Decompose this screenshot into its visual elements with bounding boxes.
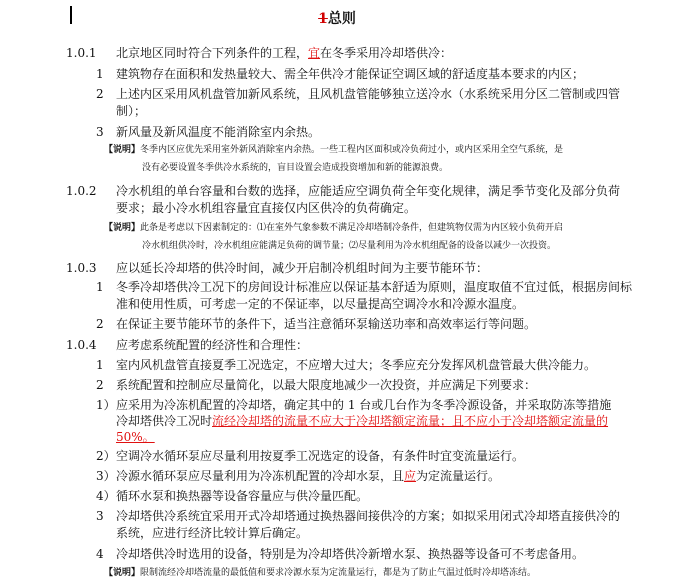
item-text: 冷却塔供冷时选用的设备，特别是为冷却塔供冷新增水泵、换热器等设备可不考虑备用。 — [116, 547, 585, 561]
explanation-note-cont: 没有必要设置冬季供冷水系统的，盲目设置会造成投资增加和新的能源浪费。 — [142, 163, 449, 173]
explanation-note-cont: 冷水机组供冷时，冷水机组应能满足负荷的调节量；⑵尽量利用为冷水机组配备的设备以减少一次投资。 — [142, 241, 557, 251]
item-text: 在保证主要节能环节的条件下，适当注意循环泵输送功率和高效率运行等问题。 — [116, 317, 537, 331]
sub-item-number: 4） — [96, 489, 116, 503]
item-text: 上述内区采用风机盘管加新风系统，且风机盘管能够独立送冷水（水系统采用分区二管制或四管 — [116, 87, 621, 101]
sub-item-text: 冷源水循环泵应尽量利用为冷冻机配置的冷却水泵，且应为定流量运行。 — [116, 469, 501, 483]
item-number: 1 — [96, 280, 104, 294]
item-text: 系统配置和控制应尽量简化，以最大限度地减少一次投资，并应满足下列要求： — [116, 378, 537, 392]
item-number: 1 — [96, 67, 104, 81]
clause-number: 1.0.1 — [66, 46, 97, 60]
clause-text: 北京地区同时符合下列条件的工程，宜在冬季采用冷却塔供冷： — [116, 46, 453, 60]
chapter-number: 1 — [318, 11, 328, 27]
item-number: 3 — [96, 125, 104, 139]
item-number: 4 — [96, 547, 104, 561]
item-number: 3 — [96, 509, 104, 523]
item-text-cont: 准和使用性质，可考虑一定的不保证率，以尽量提高空调冷水和冷源水温度。 — [116, 297, 525, 311]
item-number: 1 — [96, 358, 104, 372]
clause-text: 应以延长冷却塔的供冷时间，减少开启制冷机组时间为主要节能环节： — [116, 261, 489, 275]
clause-number: 1.0.2 — [66, 184, 97, 198]
item-number: 2 — [96, 87, 104, 101]
sub-item-text: 应采用为冷冻机配置的冷却塔，确定其中的 1 台或几台作为冬季冷源设备，并采取防冻等措施 — [116, 398, 612, 412]
item-text: 冷却塔供冷系统宜采用开式冷却塔通过换热器间接供冷的方案；如拟采用闭式冷却塔直接供冷的 — [116, 509, 621, 523]
chapter-title — [0, 8, 674, 28]
sub-item-text-cont: 冷却塔供冷工况时流经冷却塔的流量不应大于冷却塔额定流量；且不应小于冷却塔额定流量的 — [116, 414, 609, 428]
item-text: 新风量及新风温度不能消除室内余热。 — [116, 125, 321, 139]
sub-item-number: 1） — [96, 398, 116, 412]
tracked-change: 50%。 — [116, 430, 155, 444]
tracked-change: 流经冷却塔的流量不应大于冷却塔额定流量；且不应小于冷却塔额定流量的 — [212, 414, 609, 428]
explanation-note: 【说明】冬季内区应优先采用室外新风消除室内余热。一些工程内区面积或冷负荷过小，或内区采用全空气系统，是 — [104, 145, 564, 155]
item-text-cont: 制）； — [116, 104, 147, 118]
sub-item-number: 3） — [96, 469, 116, 483]
sub-item-text: 空调冷水循环泵应尽量利用按夏季工况选定的设备，有条件时宜变流量运行。 — [116, 449, 525, 463]
explanation-note: 【说明】限制流经冷却塔流量的最低值和要求冷源水泵为定流量运行，都是为了防止气温过低时冷却塔冻结。 — [104, 568, 537, 578]
item-text: 冬季冷却塔供冷工况下的房间设计标准应以保证基本舒适为原则，温度取值不宜过低，根据房间标 — [116, 280, 633, 294]
item-number: 2 — [96, 378, 104, 392]
clause-text: 应考虑系统配置的经济性和合理性： — [116, 338, 309, 352]
sub-item-number: 2） — [96, 449, 116, 463]
item-text: 室内风机盘管直接夏季工况选定，不应增大过大；冬季应充分发挥风机盘管最大供冷能力。 — [116, 358, 597, 372]
clause-text-cont: 要求；最小冷水机组容量宜直接仅内区供冷的负荷确定。 — [116, 201, 417, 215]
explanation-note: 【说明】此条是考虑以下因素制定的：⑴在室外气象参数不满足冷却塔制冷条件，但建筑物仅需为内区较小负荷开启 — [104, 223, 564, 233]
item-text-cont: 系统，应进行经济比较计算后确定。 — [116, 526, 309, 540]
tracked-change: 应 — [404, 469, 417, 483]
clause-number: 1.0.3 — [66, 261, 97, 275]
chapter-title-text: 总则 — [327, 11, 356, 27]
sub-item-text: 循环水泵和换热器等设备容量应与供冷量匹配。 — [116, 489, 369, 503]
tracked-change: 宜 — [308, 46, 321, 60]
clause-text: 冷水机组的单台容量和台数的选择，应能适应空调负荷全年变化规律，满足季节变化及部分负荷 — [116, 184, 621, 198]
sub-item-text-cont — [116, 429, 155, 445]
item-text: 建筑物存在面积和发热量较大、需全年供冷才能保证空调区域的舒适度基本要求的内区； — [116, 67, 585, 81]
item-number: 2 — [96, 317, 104, 331]
clause-number: 1.0.4 — [66, 338, 97, 352]
